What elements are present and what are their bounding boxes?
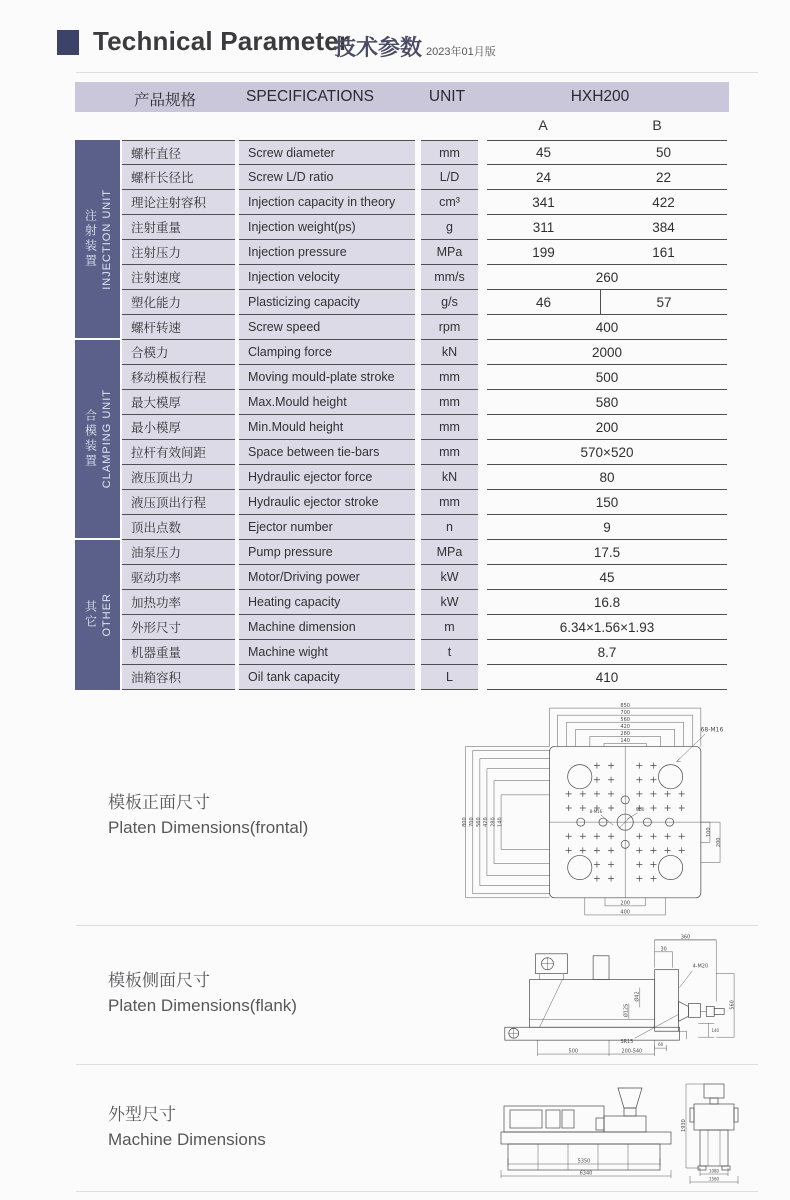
param-name-cn: 驱动功率 <box>122 565 235 590</box>
center-callout: Ø50 <box>636 807 645 813</box>
param-name-en: Moving mould-plate stroke <box>239 365 415 390</box>
dim-label: 100 <box>705 827 712 838</box>
diagram-label-cn: 模板侧面尺寸 <box>108 971 210 990</box>
param-name-en: Machine dimension <box>239 615 415 640</box>
param-values <box>487 265 727 290</box>
spec-row <box>75 290 729 315</box>
dim-label: 1560 <box>708 1176 720 1182</box>
value-a: 311 <box>532 219 555 235</box>
param-name-en: Pump pressure <box>239 540 415 565</box>
param-values <box>487 165 727 190</box>
spec-row <box>75 490 729 515</box>
spec-row <box>75 165 729 190</box>
param-values <box>487 340 727 365</box>
value-a: 45 <box>535 145 552 160</box>
value-shared: 500 <box>595 369 619 385</box>
value-b: 384 <box>652 219 675 235</box>
param-values <box>487 465 727 490</box>
edition-note: 2023年01月版 <box>426 46 496 58</box>
param-unit: mm <box>421 390 478 415</box>
section-label-cn: 其它 <box>83 600 98 630</box>
param-name-cn: 外形尺寸 <box>122 615 235 640</box>
value-shared: 16.8 <box>593 594 621 610</box>
dim-label: 280 <box>490 817 497 827</box>
param-name-cn: 螺杆长径比 <box>122 165 235 190</box>
section-label-en: OTHER <box>100 593 113 637</box>
dim-label: 850 <box>620 702 630 709</box>
diagram-label-frontal <box>108 788 308 838</box>
param-name-cn: 机器重量 <box>122 640 235 665</box>
spec-row <box>75 665 729 690</box>
spec-row <box>75 365 729 390</box>
param-unit: L/D <box>421 165 478 190</box>
dim-label: 60 <box>658 1042 664 1048</box>
divider <box>76 925 758 926</box>
dim-label: Ø125 <box>623 1003 630 1018</box>
param-unit: kN <box>421 340 478 365</box>
param-values <box>487 490 727 515</box>
dim-label: 700 <box>469 817 476 827</box>
param-unit: MPa <box>421 540 478 565</box>
machine-side-outline <box>505 954 724 1040</box>
platen-plate <box>550 746 701 897</box>
dim-label: 30 <box>660 946 667 953</box>
dim-label: 800 <box>462 817 469 827</box>
param-name-en: Clamping force <box>239 340 415 365</box>
value-a: 199 <box>532 244 555 260</box>
param-name-en: Screw L/D ratio <box>239 165 415 190</box>
spec-row <box>75 265 729 290</box>
section-label-en: CLAMPING UNIT <box>100 389 113 489</box>
param-name-cn: 最大模厚 <box>122 390 235 415</box>
value-b: 57 <box>600 290 727 314</box>
param-name-en: Injection pressure <box>239 240 415 265</box>
value-shared: 45 <box>599 569 615 585</box>
param-unit: rpm <box>421 315 478 340</box>
param-unit: mm <box>421 140 478 165</box>
param-name-en: Motor/Driving power <box>239 565 415 590</box>
param-values <box>487 665 727 690</box>
param-name-cn: 注射压力 <box>122 240 235 265</box>
param-unit: g/s <box>421 290 478 315</box>
spec-table-rows <box>75 140 729 690</box>
param-name-en: Screw diameter <box>239 140 415 165</box>
param-name-cn: 理论注射容积 <box>122 190 235 215</box>
page-title-cn: 技术参数 <box>334 35 423 60</box>
param-name-cn: 螺杆直径 <box>122 140 235 165</box>
param-name-cn: 液压顶出力 <box>122 465 235 490</box>
dim-label: 140 <box>620 738 630 745</box>
spec-row <box>75 415 729 440</box>
param-unit: mm <box>421 415 478 440</box>
section-label-en: INJECTION UNIT <box>100 188 113 290</box>
divider <box>76 1191 758 1192</box>
col-product-header: 产品规格 <box>133 92 197 109</box>
diagram-label-flank <box>108 966 297 1016</box>
param-values <box>487 390 727 415</box>
value-a: 46 <box>535 294 552 310</box>
param-values <box>487 365 727 390</box>
param-values <box>487 415 727 440</box>
param-unit: L <box>421 665 478 690</box>
dim-label: 6340 <box>579 1170 593 1177</box>
param-name-en: Hydraulic ejector stroke <box>239 490 415 515</box>
bolt-callout: 4-M20 <box>692 963 709 970</box>
param-name-cn: 加热功率 <box>122 590 235 615</box>
param-name-en: Min.Mould height <box>239 415 415 440</box>
spec-row <box>75 190 729 215</box>
col-a-header: A <box>538 117 548 133</box>
param-name-cn: 油泵压力 <box>122 540 235 565</box>
spec-row <box>75 540 729 565</box>
col-unit-header: UNIT <box>428 88 466 105</box>
value-shared: 80 <box>599 469 615 485</box>
dim-label: 560 <box>476 817 483 827</box>
param-unit: m <box>421 615 478 640</box>
platen-frontal-drawing <box>450 698 760 920</box>
param-name-cn: 拉杆有效间距 <box>122 440 235 465</box>
param-name-en: Ejector number <box>239 515 415 540</box>
spec-table <box>75 82 729 690</box>
param-values <box>487 565 727 590</box>
dim-label: 560 <box>620 717 630 724</box>
value-b: 161 <box>652 244 675 260</box>
param-unit: mm <box>421 365 478 390</box>
spec-row <box>75 615 729 640</box>
dim-label: 560 <box>729 1000 736 1010</box>
param-name-cn: 合模力 <box>122 340 235 365</box>
param-values <box>487 440 727 465</box>
diagram-label-en: Platen Dimensions(flank) <box>108 996 297 1015</box>
param-values <box>487 190 727 215</box>
dim-label: Ø42 <box>634 991 641 1002</box>
param-unit: kN <box>421 465 478 490</box>
dimension-lines <box>538 934 736 1056</box>
diagram-label-machine <box>108 1100 266 1150</box>
dim-label: 360 <box>680 934 691 941</box>
dim-label: 5350 <box>577 1158 591 1165</box>
param-name-cn: 注射速度 <box>122 265 235 290</box>
dim-label: 140 <box>711 1028 720 1034</box>
param-name-cn: 油箱容积 <box>122 665 235 690</box>
col-b-header: B <box>652 117 662 133</box>
param-name-cn: 顶出点数 <box>122 515 235 540</box>
title-square-icon <box>57 30 79 55</box>
hole-callout: 68-M16 <box>700 726 724 734</box>
dim-label: 200-540 <box>621 1048 643 1055</box>
dim-label: 280 <box>620 731 630 738</box>
param-unit: cm³ <box>421 190 478 215</box>
value-shared: 8.7 <box>597 644 617 660</box>
value-shared: 6.34×1.56×1.93 <box>559 619 655 635</box>
dim-label: 1080 <box>708 1168 720 1174</box>
machine-dimensions-drawing <box>486 1076 742 1188</box>
param-unit: mm <box>421 490 478 515</box>
machine-end-view <box>690 1084 738 1170</box>
param-values <box>487 240 727 265</box>
param-values <box>487 640 727 665</box>
param-unit: mm <box>421 440 478 465</box>
spec-row <box>75 240 729 265</box>
dim-label: 420 <box>620 724 630 731</box>
spec-row <box>75 440 729 465</box>
col-spec-header: SPECIFICATIONS <box>245 88 375 105</box>
section-label-cn: 注射装置 <box>83 209 98 269</box>
diagram-label-cn: 模板正面尺寸 <box>108 793 210 812</box>
value-b: 50 <box>655 145 672 160</box>
value-b: 22 <box>655 169 672 185</box>
table-header <box>75 82 729 112</box>
spec-row <box>75 390 729 415</box>
param-values <box>487 140 727 165</box>
param-name-en: Space between tie-bars <box>239 440 415 465</box>
diagram-label-cn: 外型尺寸 <box>108 1105 176 1124</box>
param-name-en: Hydraulic ejector force <box>239 465 415 490</box>
param-name-en: Oil tank capacity <box>239 665 415 690</box>
spec-row <box>75 340 729 365</box>
divider <box>76 1064 758 1065</box>
value-shared: 410 <box>595 669 619 685</box>
value-shared: 9 <box>603 519 611 535</box>
value-shared: 400 <box>595 319 619 335</box>
param-name-en: Max.Mould height <box>239 390 415 415</box>
spec-row <box>75 465 729 490</box>
param-values <box>487 615 727 640</box>
dim-label: 1930 <box>681 1119 687 1132</box>
param-name-cn: 最小模厚 <box>122 415 235 440</box>
spec-row <box>75 140 729 165</box>
dim-label: 400 <box>620 909 630 916</box>
param-name-en: Machine wight <box>239 640 415 665</box>
param-name-cn: 螺杆转速 <box>122 315 235 340</box>
param-unit: g <box>421 215 478 240</box>
value-shared: 580 <box>595 394 619 410</box>
param-unit: kW <box>421 590 478 615</box>
spec-row <box>75 640 729 665</box>
dimension-lines <box>462 703 723 916</box>
param-name-en: Plasticizing capacity <box>239 290 415 315</box>
dimension-lines <box>501 1084 738 1184</box>
param-name-en: Heating capacity <box>239 590 415 615</box>
param-name-en: Injection weight(ps) <box>239 215 415 240</box>
center-callout: 8-M16 <box>589 809 603 815</box>
param-values <box>487 540 727 565</box>
param-values <box>487 290 727 315</box>
dim-label: 200 <box>620 900 630 907</box>
dim-label: 200 <box>716 837 723 848</box>
value-a: 341 <box>532 194 555 210</box>
spec-row <box>75 215 729 240</box>
param-name-en: Injection velocity <box>239 265 415 290</box>
dim-label: 700 <box>620 709 630 716</box>
param-name-en: Injection capacity in theory <box>239 190 415 215</box>
param-values <box>487 590 727 615</box>
spec-row <box>75 590 729 615</box>
param-values <box>487 515 727 540</box>
param-unit: kW <box>421 565 478 590</box>
param-name-en: Screw speed <box>239 315 415 340</box>
section-label-cn: 合模装置 <box>83 409 98 469</box>
value-shared: 200 <box>595 419 619 435</box>
platen-flank-drawing <box>478 928 746 1062</box>
value-shared: 2000 <box>591 344 623 360</box>
param-unit: t <box>421 640 478 665</box>
param-values <box>487 215 727 240</box>
divider <box>76 72 758 73</box>
value-shared: 570×520 <box>580 444 634 460</box>
param-name-cn: 塑化能力 <box>122 290 235 315</box>
dim-label: 140 <box>497 817 504 827</box>
spec-row <box>75 315 729 340</box>
dim-label: 420 <box>483 817 490 827</box>
dim-label: 500 <box>568 1048 579 1055</box>
param-unit: mm/s <box>421 265 478 290</box>
value-shared: 150 <box>595 494 619 510</box>
diagram-label-en: Platen Dimensions(frontal) <box>108 818 309 837</box>
col-model-header: HXH200 <box>570 88 630 105</box>
value-b: 422 <box>652 194 675 210</box>
radius-callout: SR15 <box>620 1039 634 1046</box>
param-name-cn: 移动模板行程 <box>122 365 235 390</box>
param-unit: MPa <box>421 240 478 265</box>
value-shared: 17.5 <box>593 544 621 560</box>
param-name-cn: 液压顶出行程 <box>122 490 235 515</box>
value-shared: 260 <box>595 269 619 285</box>
spec-row <box>75 565 729 590</box>
page-title: Technical Parameter <box>93 26 350 56</box>
value-a: 24 <box>535 169 552 185</box>
spec-row <box>75 515 729 540</box>
param-name-cn: 注射重量 <box>122 215 235 240</box>
param-unit: n <box>421 515 478 540</box>
param-values <box>487 315 727 340</box>
diagram-label-en: Machine Dimensions <box>108 1130 266 1149</box>
